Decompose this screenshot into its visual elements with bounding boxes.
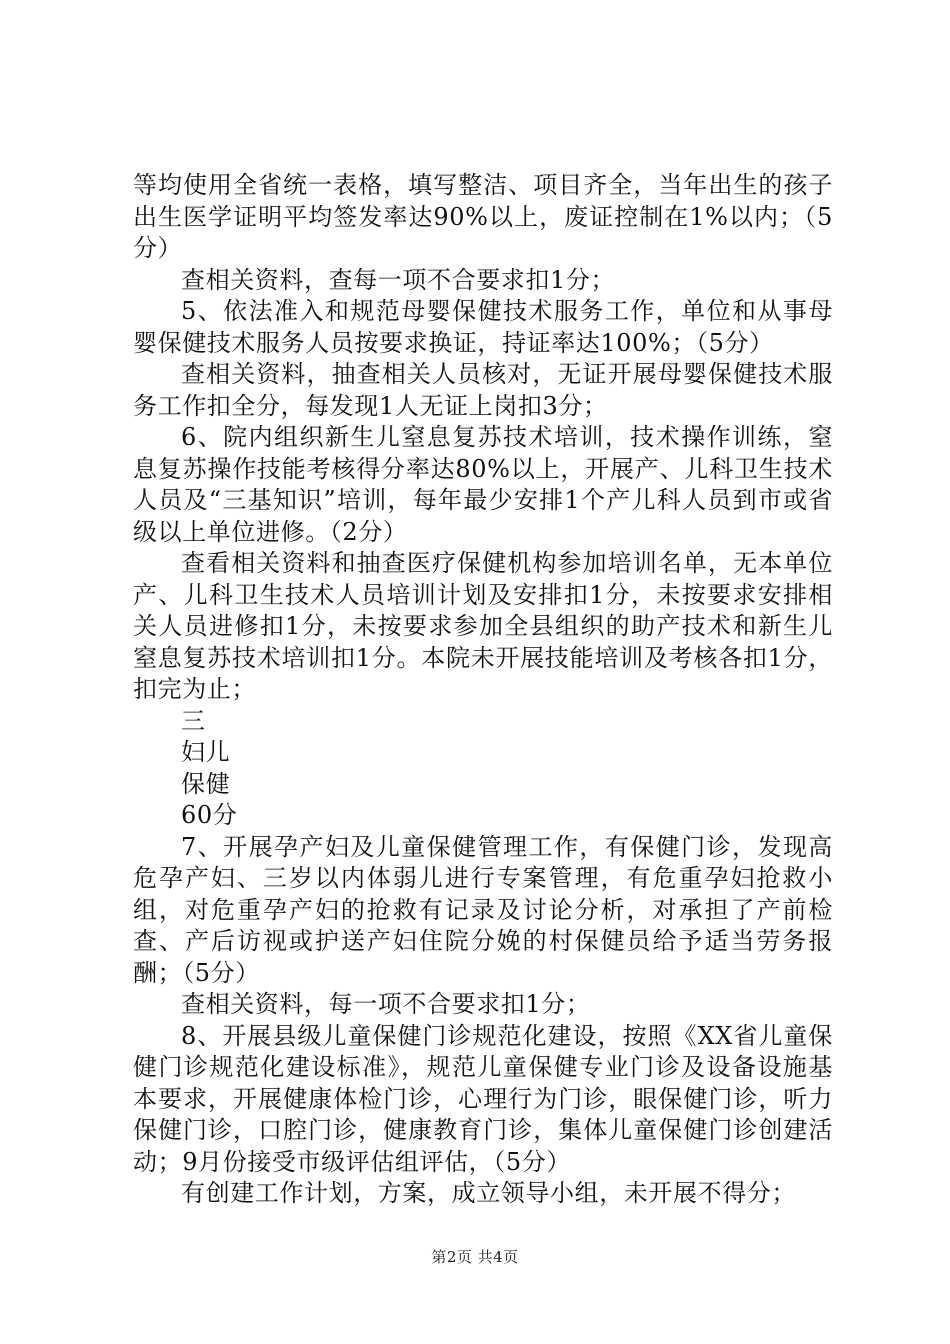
paragraph: 7、开展孕产妇及儿童保健管理工作，有保健门诊，发现高危孕产妇、三岁以内体弱儿进行专案管理，有危重孕妇抢救小组，对危重孕产妇的抢救有记录及讨论分析，对承担了产前检查、产后访视或护送产妇住院分娩的村保健员给予适当劳务报酬；（5分） <box>133 832 833 987</box>
paragraph: 查相关资料，查每一项不合要求扣1分； <box>181 265 616 294</box>
section-number: 三 <box>181 706 206 735</box>
paragraph: 查相关资料，每一项不合要求扣1分； <box>181 990 591 1018</box>
section-score: 60分 <box>181 801 238 829</box>
page-footer <box>0 1246 950 1267</box>
page-number-label: 第2页 共4页 <box>431 1248 519 1266</box>
section-title-part: 保健 <box>181 769 231 798</box>
paragraph: 有创建工作计划，方案，成立领导小组，未开展不得分； <box>181 1179 796 1207</box>
paragraph: 8、开展县级儿童保健门诊规范化建设，按照《XX省儿童保健门诊规范化建设标准》，规范儿童保健专业门诊及设备设施基本要求，开展健康体检门诊，心理行为门诊，眼保健门诊，听力保健门诊，口腔门诊，健康教育门诊，集体儿童保健门诊创建活动；9月份接受市级评估组评估，（5分） <box>133 1021 833 1176</box>
paragraph: 查相关资料，抽查相关人员核对，无证开展母婴保健技术服务工作扣全分，每发现1人无证上岗扣3分； <box>133 360 833 420</box>
paragraph: 等均使用全省统一表格，填写整洁、项目齐全，当年出生的孩子出生医学证明平均签发率达90%以上，废证控制在1%以内；（5分） <box>133 171 833 262</box>
paragraph: 6、院内组织新生儿窒息复苏技术培训，技术操作训练，窒息复苏操作技能考核得分率达80%以上，开展产、儿科卫生技术人员及“三基知识”培训，每年最少安排1个产儿科人员到市或省级以上单位进修。（2分） <box>133 423 833 546</box>
section-title-part: 妇儿 <box>181 738 231 766</box>
paragraph: 查看相关资料和抽查医疗保健机构参加培训名单，无本单位产、儿科卫生技术人员培训计划及安排扣1分，未按要求安排相关人员进修扣1分，未按要求参加全县组织的助产技术和新生儿窒息复苏技术培训扣1分。本院未开展技能培训及考核各扣1分，扣完为止； <box>133 549 833 703</box>
paragraph: 5、依法准入和规范母婴保健技术服务工作，单位和从事母婴保健技术服务人员按要求换证，持证率达100%；（5分） <box>133 297 833 357</box>
document-body <box>133 170 833 1210</box>
